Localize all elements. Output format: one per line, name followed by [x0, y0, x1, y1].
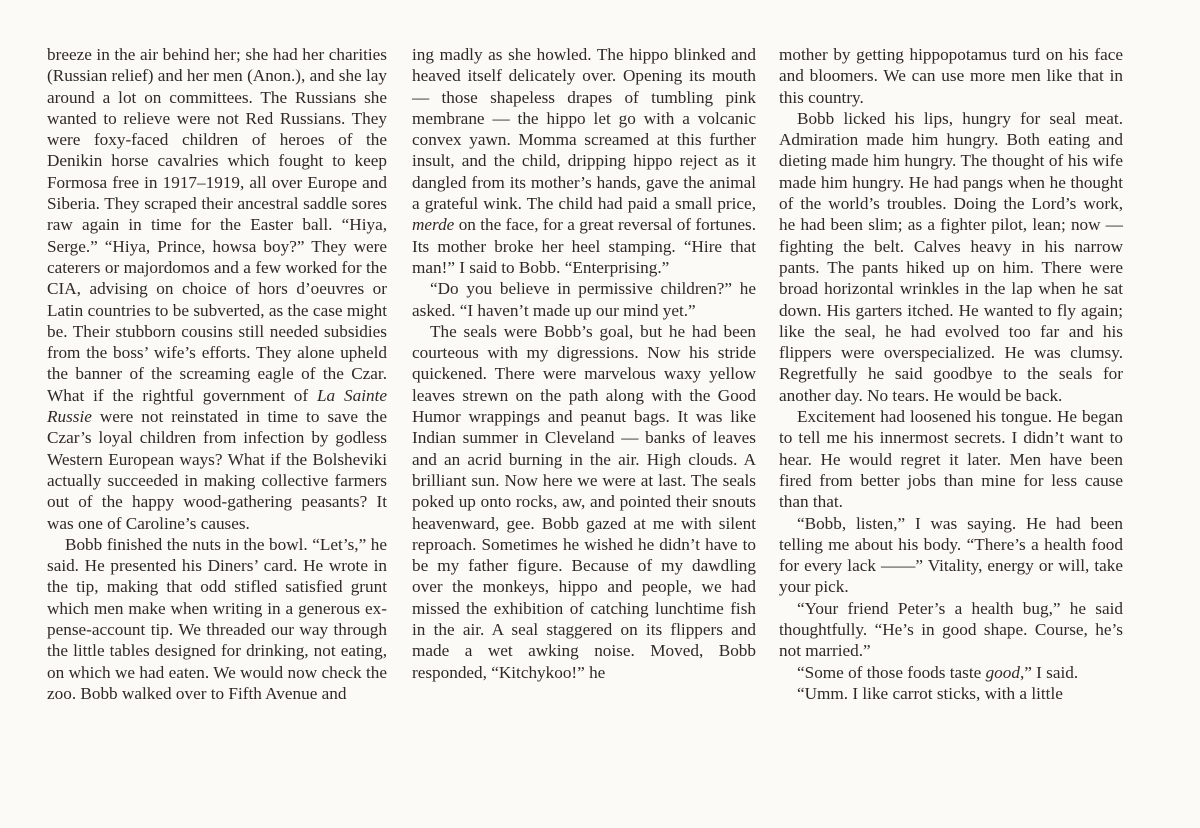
text-column-left	[47, 44, 387, 704]
paragraph: “Bobb, listen,” I was saying. He had been telling me about his body. “There’s a health food for every lack ——” Vitality, energy or will, take your pick.	[779, 513, 1123, 597]
paragraph: mother by getting hippopotamus turd on his face and bloomers. We can use more men like that in this country.	[779, 45, 1123, 107]
paragraph: “Your friend Peter’s a health bug,” he said thoughtfully. “He’s in good shape. Course, he’s not married.”	[779, 598, 1123, 661]
paragraph: Excitement had loosened his tongue. He began to tell me his innermost secrets. I didn’t want to hear. He would regret it later. Men have been fired from better jobs than mine for less cause than that.	[779, 407, 1123, 512]
paragraph: breeze in the air behind her; she had her charities (Russian relief) and her men (Anon.), and she lay around a lot on committees. The Russians she wanted to relieve were not Red Russians. They were foxy-faced children of heroes of the Denikin horse cavalries which fought to keep Formosa free in 1917–1919, all over Europe and Siberia. They scraped their ancestral saddle sores raw again in time for the Easter ball. “Hiya, Serge.” “Hiya, Prince, howsa boy?” They were caterers or majordomos and a few worked for the CIA, advising on choice of hors d’oeuvres or Latin countries to be subverted, as the case might be. Their stubborn cousins still needed subsidies from the boss’ wife’s efforts. They alone upheld the banner of the screaming eagle of the Czar. What if the rightful government of La Sainte Russie were not reinstated in time to save the Czar’s loyal children from infection by godless Western European ways? What if the Bolsheviki actually succeeded in making collective farmers out of the happy wood-gathering peasants? It was one of Caroline’s causes.	[47, 45, 387, 533]
paragraph: The seals were Bobb’s goal, but he had been courteous with my digressions. Now his stride quickened. There were marvelous waxy yellow leaves strewn on the path along with the Good Humor wrappings and peanut bags. It was like Indian summer in Cleveland — banks of leaves and an acrid burning in the air. High clouds. A brilliant sun. Now here we were at last. The seals poked up onto rocks, aw, and pointed their snouts heavenward, gee. Bobb gazed at me with silent reproach. Sometimes he wished he didn’t have to be my father figure. Because of my dawdling over the monkeys, hippo and people, we had missed the exhibition of catching lunchtime fish in the air. A seal staggered on its flippers and made a wet awking noise. Moved, Bobb responded, “Kitchykoo!” he	[412, 321, 756, 682]
paragraph: “Umm. I like carrot sticks, with a little	[797, 683, 1063, 703]
text-column-right	[779, 44, 1123, 704]
paragraph: ing madly as she howled. The hippo blinked and heaved itself delicately over. Opening its mouth — those shapeless drapes of tumbling pink membrane — the hippo let go with a volcanic convex yawn. Momma screamed at this further insult, and the child, dripping hippo reject as it dangled from its mother’s hands, gave the animal a grateful wink. The child had paid a small price, merde on the face, for a great reversal of fortunes. Its mother broke her heel stamping. “Hire that man!” I said to Bobb. “Enterprising.”	[412, 45, 756, 277]
paragraph: “Do you believe in permissive children?” he asked. “I haven’t made up our mind yet.”	[412, 279, 756, 320]
paragraph: Bobb licked his lips, hungry for seal meat. Admiration made him hungry. Both eating and dieting made him hungry. The thought of his wife made him hungry. He had pangs when he thought of the world’s troubles. Doing the Lord’s work, he had been slim; as a fighter pilot, lean; now — fighting the belt. Calves heavy in his narrow pants. The pants hiked up on him. There were broad horizontal wrinkles in the lap when he sat down. His garters itched. He wanted to fly again; like the seal, he had evolved too far and his flippers were overspecialized. He was clumsy. Regretfully he said goodbye to the seals for another day. No tears. He would be back.	[779, 108, 1123, 405]
text-column-middle	[412, 44, 756, 683]
paragraph: “Some of those foods taste good,” I said.	[797, 662, 1079, 682]
paragraph: Bobb finished the nuts in the bowl. “Let’s,” he said. He presented his Diners’ card. He wrote in the tip, making that odd stifled satisfied grunt which men make when writing in a generous expense-account tip. We threaded our way through the little tables designed for drinking, not eating, on which we had eaten. We would now check the zoo. Bobb walked over to Fifth Avenue and	[47, 534, 387, 703]
